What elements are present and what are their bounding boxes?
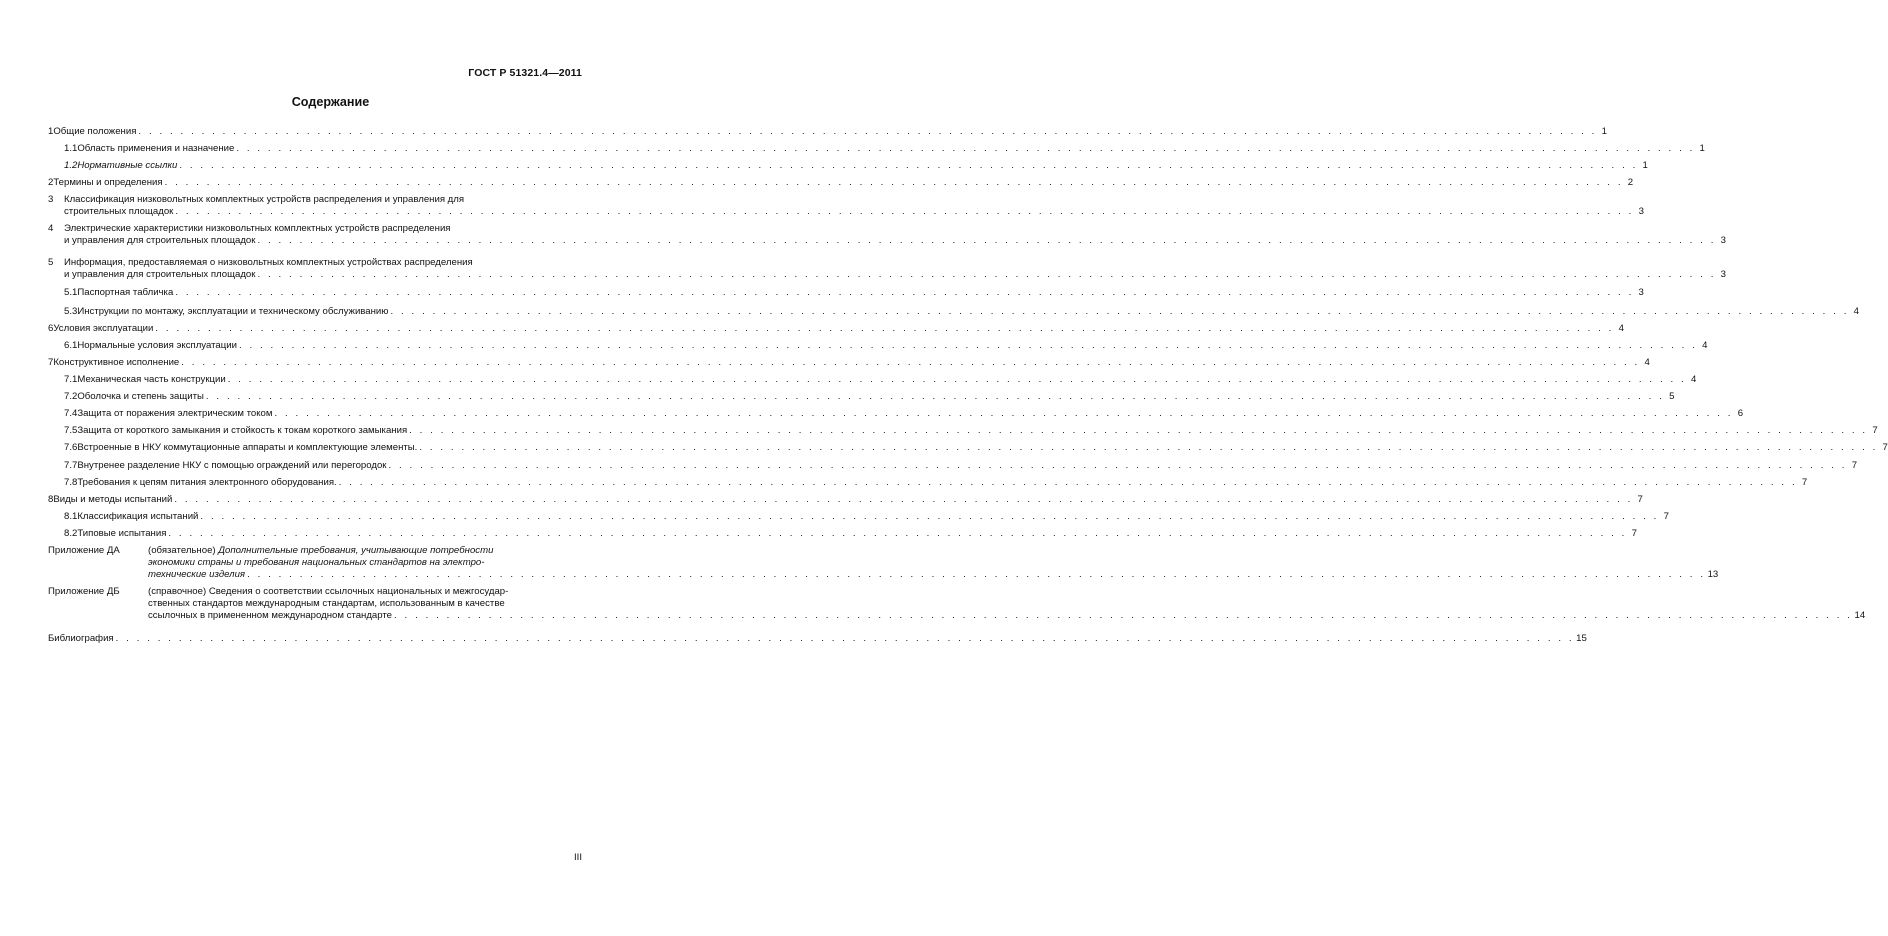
- toc-entry-8-2[interactable]: [48, 528, 1637, 540]
- toc-entry-1-2[interactable]: [48, 160, 1648, 172]
- toc-title: Типовые испытания: [77, 528, 167, 539]
- toc-number: 7.1: [64, 374, 78, 385]
- toc-title: Требования к цепям питания электронного оборудования.: [77, 477, 337, 488]
- toc-entry-bibliography[interactable]: [48, 633, 1587, 645]
- toc-page: 4: [1702, 340, 1708, 351]
- toc-page: 7: [1631, 528, 1637, 539]
- toc-page: 7: [1663, 511, 1669, 522]
- toc-entry-7[interactable]: [48, 357, 1650, 369]
- toc-number: 5.3: [64, 306, 78, 317]
- toc-entry-5-1[interactable]: [48, 287, 1644, 299]
- toc-page: 7: [1851, 460, 1858, 471]
- page-number: III: [574, 852, 582, 863]
- toc-number: 6.1: [64, 340, 78, 351]
- toc-title-line2: и управления для строительных площадок: [64, 269, 256, 280]
- toc-page: 6: [1737, 408, 1744, 419]
- toc-title-line1: Классификация низковольтных комплектных устройств распределения и управления для: [64, 194, 465, 205]
- toc-title: Нормальные условия эксплуатации: [77, 340, 237, 351]
- appendix-label: Приложение ДА: [48, 545, 120, 556]
- toc-title: Область применения и назначение: [77, 143, 235, 154]
- toc-number: 8: [48, 494, 54, 505]
- toc-title: Общие положения: [53, 126, 137, 137]
- toc-entry-1[interactable]: [48, 126, 1607, 138]
- toc-number: 1.2: [64, 160, 78, 171]
- toc-entry-4[interactable]: [48, 223, 1726, 247]
- appendix-kind: (обязательное): [148, 545, 216, 556]
- toc-title: Термины и определения: [53, 177, 163, 188]
- toc-entry-appendix-da[interactable]: [48, 545, 1719, 581]
- toc-entry-7-4[interactable]: [48, 408, 1744, 420]
- toc-entry-appendix-db[interactable]: [48, 586, 1866, 622]
- toc-number: 5: [48, 257, 54, 268]
- toc-entry-5-3[interactable]: [48, 306, 1860, 318]
- toc-number: 4: [48, 223, 54, 234]
- toc-number: 7.5: [64, 425, 78, 436]
- toc-page: 3: [1638, 206, 1644, 217]
- toc-title: Классификация испытаний: [77, 511, 199, 522]
- toc-entry-2[interactable]: [48, 177, 1634, 189]
- appendix-title-line2: экономики страны и требования национальных стандартов на электро-: [148, 557, 485, 568]
- toc-number: 3: [48, 194, 54, 205]
- toc-page: 3: [1720, 235, 1726, 246]
- toc-title-line1: Электрические характеристики низковольтных комплектных устройств распределения: [64, 223, 451, 234]
- toc-page: 1: [1642, 160, 1648, 171]
- toc-page: 4: [1644, 357, 1650, 368]
- toc-page: 15: [1576, 633, 1587, 644]
- toc-entry-7-8[interactable]: [48, 477, 1808, 489]
- toc-page: 7: [1801, 477, 1808, 488]
- toc-page: 5: [1669, 391, 1675, 402]
- toc-number: 5.1: [64, 287, 78, 298]
- toc-title: Нормативные ссылки: [77, 160, 178, 171]
- toc-title-line2: строительных площадок: [64, 206, 174, 217]
- toc-title: Инструкции по монтажу, эксплуатации и техническому обслуживанию: [77, 306, 389, 317]
- toc-number: 6: [48, 323, 54, 334]
- toc-title-line1: Информация, предоставляемая о низковольтных комплектных устройствах распределения: [64, 257, 473, 268]
- toc-page: 7: [1882, 442, 1888, 453]
- toc-page: 4: [1618, 323, 1624, 334]
- appendix-kind: (справочное): [148, 586, 207, 597]
- toc-number: 1.1: [64, 143, 78, 154]
- toc-title: Конструктивное исполнение: [53, 357, 180, 368]
- toc-entry-3[interactable]: [48, 194, 1644, 218]
- toc-title: Библиография: [48, 633, 114, 644]
- toc-page: 14: [1854, 610, 1866, 621]
- toc-page: 1: [1699, 143, 1705, 154]
- toc-page: 7: [1872, 425, 1878, 436]
- toc-page: 1: [1601, 126, 1607, 137]
- appendix-title-line1: Дополнительные требования, учитывающие потребности: [218, 545, 494, 556]
- toc-entry-8[interactable]: [48, 494, 1643, 506]
- toc-title: Защита от поражения электрическим током: [77, 408, 273, 419]
- toc-number: 1: [48, 126, 54, 137]
- toc-title: Условия эксплуатации: [53, 323, 154, 334]
- appendix-label: Приложение ДБ: [48, 586, 120, 597]
- toc-title: Встроенные в НКУ коммутационные аппараты и комплектующие элементы.: [77, 442, 418, 453]
- appendix-title-line2: ственных стандартов международным стандартам, использованным в качестве: [148, 598, 505, 609]
- toc-entry-6[interactable]: [48, 323, 1624, 335]
- toc-entry-7-7[interactable]: [48, 460, 1858, 472]
- toc-page: 7: [1637, 494, 1643, 505]
- standard-code: ГОСТ Р 51321.4—2011: [468, 67, 582, 79]
- toc-entry-7-6[interactable]: [48, 442, 1888, 454]
- toc-entry-8-1[interactable]: [48, 511, 1669, 523]
- toc-number: 2: [48, 177, 54, 188]
- toc-number: 8.1: [64, 511, 78, 522]
- page-title: Содержание: [291, 95, 370, 109]
- appendix-title-line3: технические изделия: [148, 569, 246, 580]
- toc-page: 13: [1707, 569, 1719, 580]
- toc-entry-5[interactable]: [48, 257, 1726, 281]
- toc-entry-6-1[interactable]: [48, 340, 1708, 352]
- appendix-title-line1: Сведения о соответствии ссылочных национальных и межгосудар-: [208, 586, 509, 597]
- toc-title: Защита от короткого замыкания и стойкость к токам короткого замыкания: [77, 425, 408, 436]
- toc-page: 4: [1690, 374, 1697, 385]
- appendix-title-line3: ссылочных в примененном международном стандарте: [148, 610, 393, 621]
- toc-entry-7-5[interactable]: [48, 425, 1878, 437]
- toc-number: 8.2: [64, 528, 78, 539]
- toc-title-line2: и управления для строительных площадок: [64, 235, 256, 246]
- toc-page: 4: [1853, 306, 1860, 317]
- toc-entry-7-2[interactable]: [48, 391, 1675, 403]
- toc-page: 3: [1638, 287, 1644, 298]
- toc-number: 7: [48, 357, 54, 368]
- toc-page: 3: [1720, 269, 1726, 280]
- toc-number: 7.4: [64, 408, 78, 419]
- toc-title: Внутренее разделение НКУ с помощью ограждений или перегородок: [77, 460, 387, 471]
- toc-entry-1-1[interactable]: [48, 143, 1705, 155]
- toc-title: Паспортная табличка: [77, 287, 174, 298]
- toc-entry-7-1[interactable]: [48, 374, 1697, 386]
- toc-page: 2: [1627, 177, 1634, 188]
- toc-number: 7.8: [64, 477, 78, 488]
- toc-number: 7.6: [64, 442, 78, 453]
- toc-number: 7.2: [64, 391, 78, 402]
- toc-title: Оболочка и степень защиты: [77, 391, 204, 402]
- toc-number: 7.7: [64, 460, 78, 471]
- toc-title: Механическая часть конструкции: [77, 374, 226, 385]
- toc-title: Виды и методы испытаний: [53, 494, 173, 505]
